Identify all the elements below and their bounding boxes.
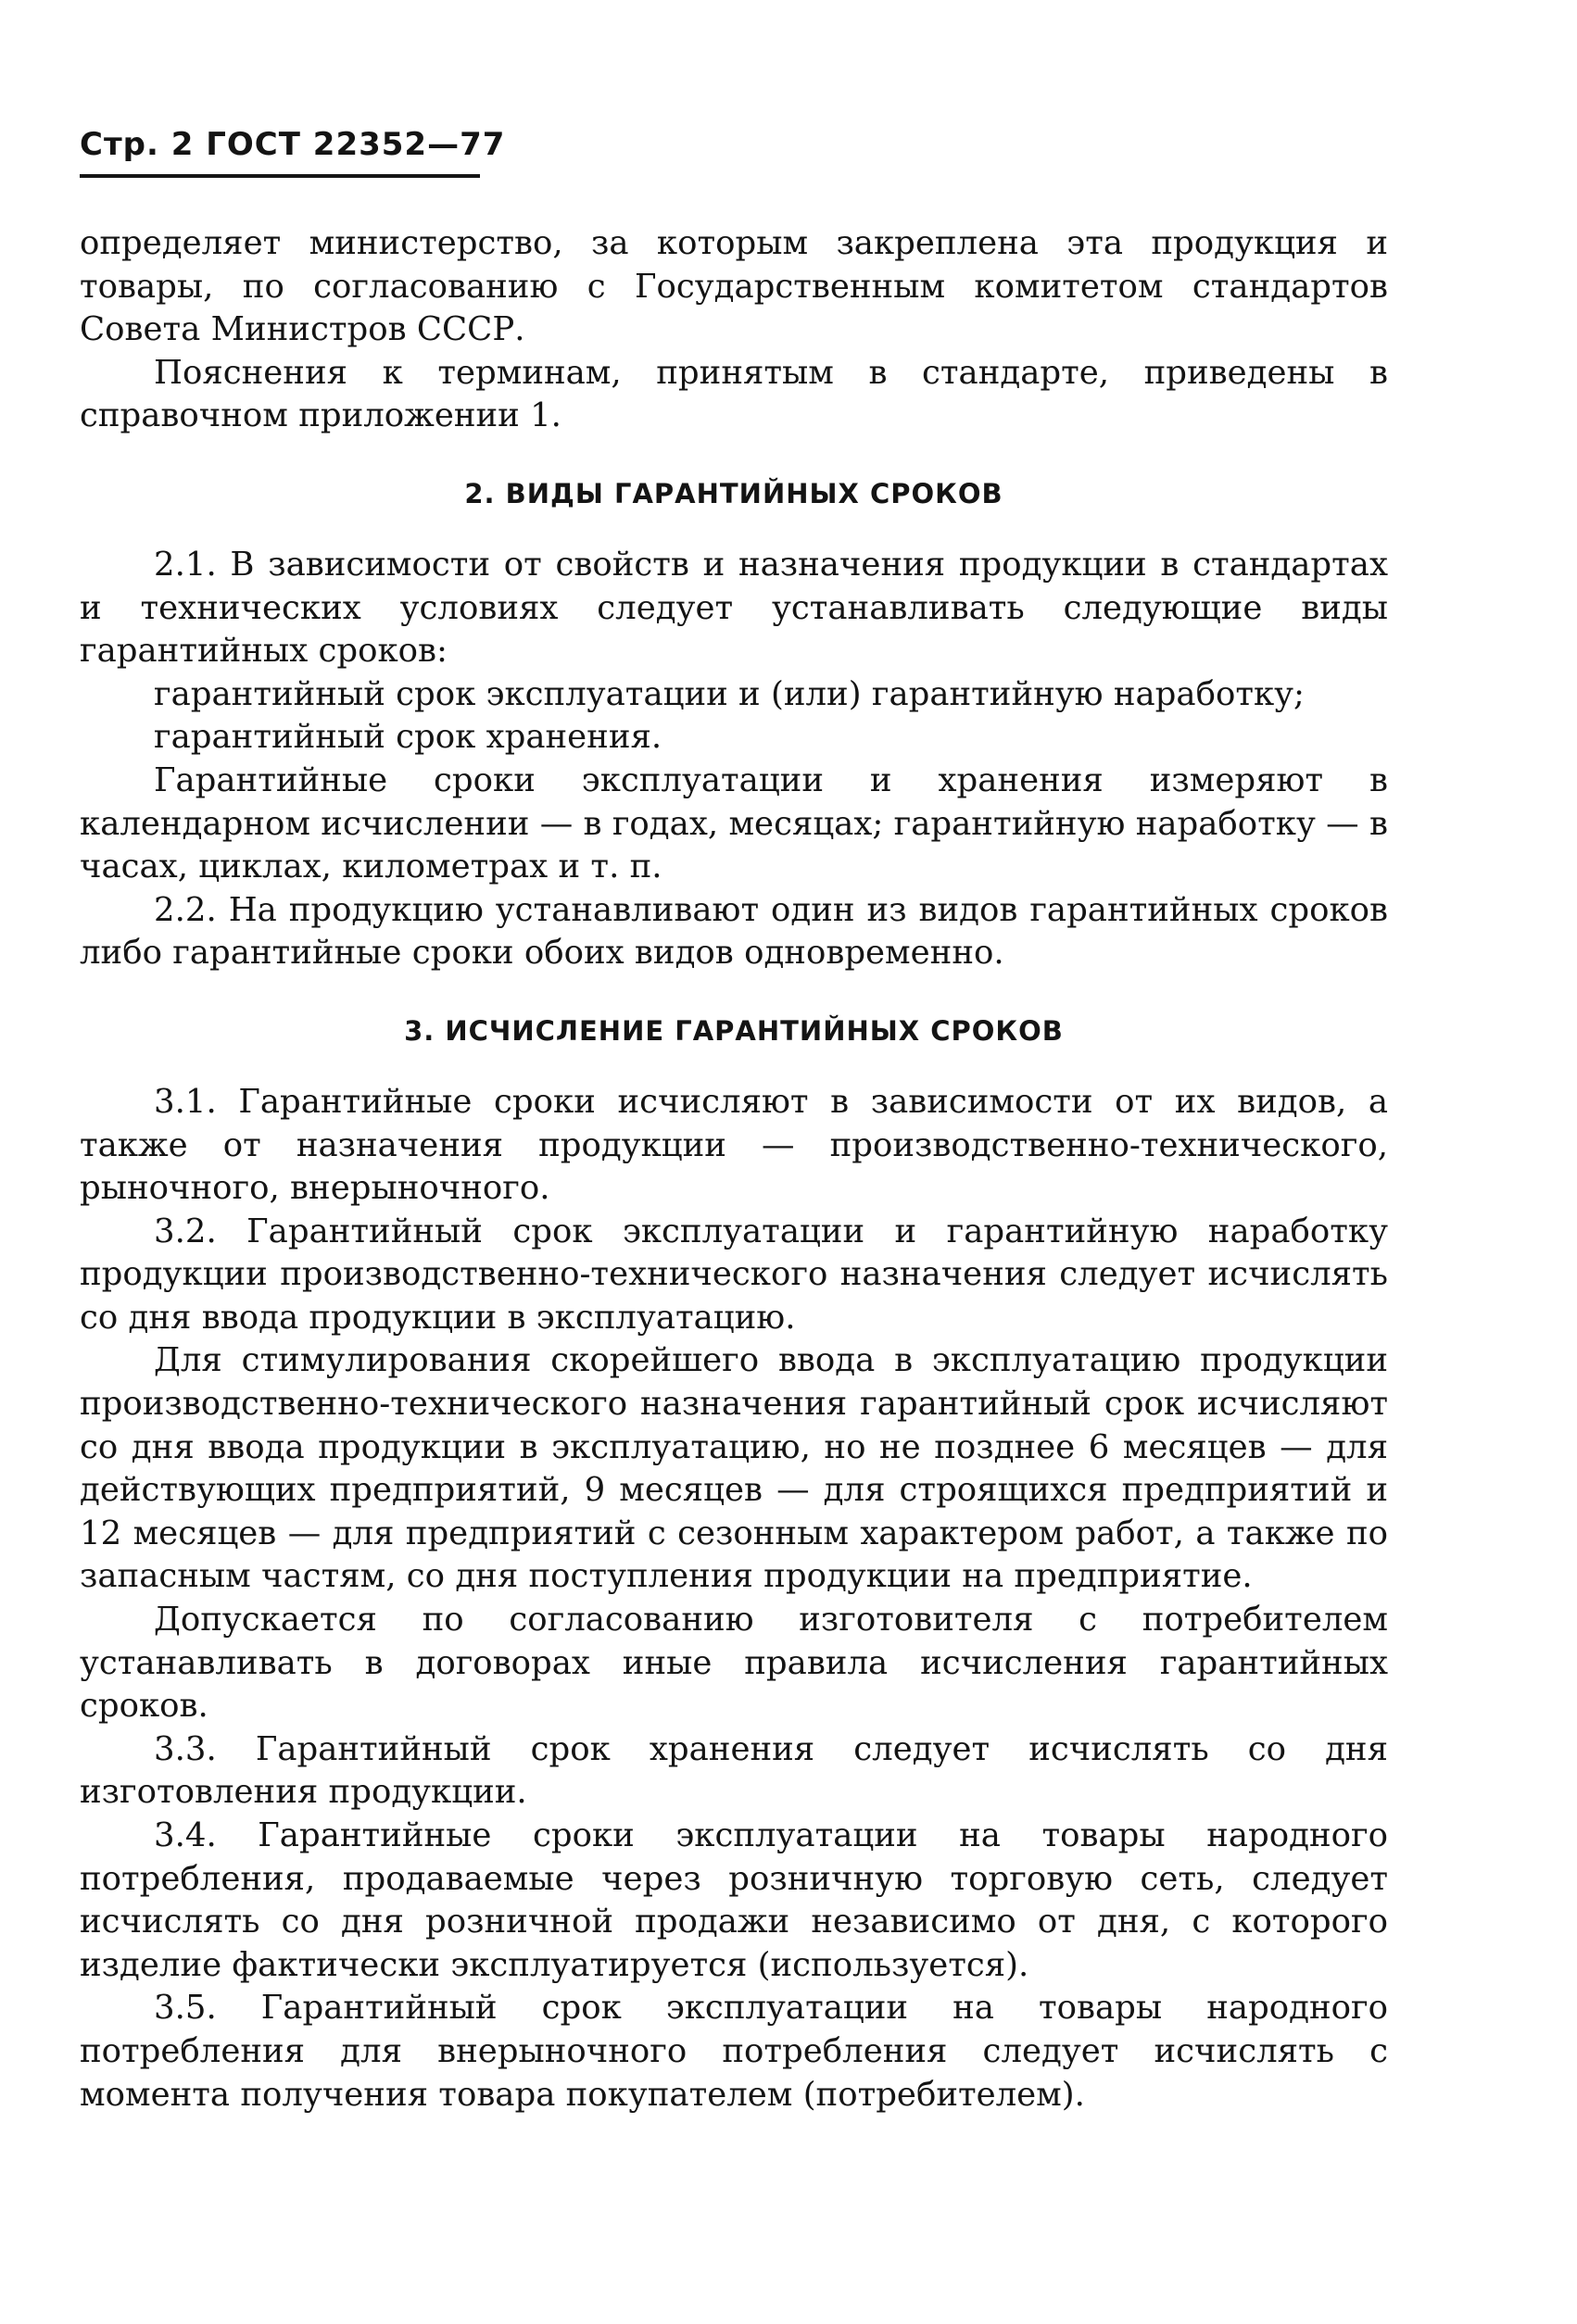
clause-3-1: 3.1. Гарантийные сроки исчисляют в зависимости от их видов, а также от назначения продукции — производственно-технического, рыночного, внерыночного. — [80, 1082, 1388, 1208]
clause-3-3: 3.3. Гарантийный срок хранения следует исчислять со дня изготовления продукции. — [80, 1729, 1388, 1812]
document-body — [80, 222, 1388, 2117]
paragraph: гарантийный срок эксплуатации и (или) гарантийную наработку; — [154, 674, 1305, 713]
clause-3-5: 3.5. Гарантийный срок эксплуатации на товары народного потребления для внерыночного потребления следует исчислять с момента получения товара покупателем (потребителем). — [80, 1989, 1388, 2114]
clause-2-1: 2.1. В зависимости от свойств и назначения продукции в стандартах и технических условиях следует устанавливать следующие виды гарантийных сроков: — [80, 545, 1388, 671]
paragraph: определяет министерство, за которым закреплена эта продукция и товары, по согласованию с Государственным комитетом стандартов Совета Министров СССР. — [80, 224, 1388, 349]
section-heading-3: 3. ИСЧИСЛЕНИЕ ГАРАНТИЙНЫХ СРОКОВ — [404, 1014, 1064, 1047]
paragraph: гарантийный срок хранения. — [154, 718, 662, 757]
paragraph: Для стимулирования скорейшего ввода в эксплуатацию продукции производственно-технического назначения гарантийный срок исчисляют со дня ввода продукции в эксплуатацию, но не позднее 6 месяцев — для действующих предприятий, 9 месяцев — для строящихся предприятий и 12 месяцев — для предприятий с сезонным характером работ, а также по запасным частям, со дня поступления продукции на предприятие. — [80, 1341, 1388, 1596]
page-header: Стр. 2 ГОСТ 22352—77 — [80, 126, 506, 163]
section-heading-2: 2. ВИДЫ ГАРАНТИЙНЫХ СРОКОВ — [464, 477, 1003, 509]
clause-3-4: 3.4. Гарантийные сроки эксплуатации на товары народного потребления, продаваемые через розничную торговую сеть, следует исчислять со дня розничной продажи независимо от дня, с которого изделие фактически эксплуатируется (используется). — [80, 1816, 1388, 1984]
paragraph: Пояснения к терминам, принятым в стандарте, приведены в справочном приложении 1. — [80, 353, 1388, 435]
clause-2-2: 2.2. На продукцию устанавливают один из видов гарантийных сроков либо гарантийные сроки обоих видов одновременно. — [80, 890, 1388, 973]
header-rule — [80, 174, 480, 178]
clause-3-2: 3.2. Гарантийный срок эксплуатации и гарантийную наработку продукции производственно-технического назначения следует исчислять со дня ввода продукции в эксплуатацию. — [80, 1212, 1388, 1337]
paragraph: Гарантийные сроки эксплуатации и хранения измеряют в календарном исчислении — в годах, месяцах; гарантийную наработку — в часах, циклах, километрах и т. п. — [80, 760, 1388, 886]
paragraph: Допускается по согласованию изготовителя с потребителем устанавливать в договорах иные правила исчисления гарантийных сроков. — [80, 1601, 1388, 1726]
